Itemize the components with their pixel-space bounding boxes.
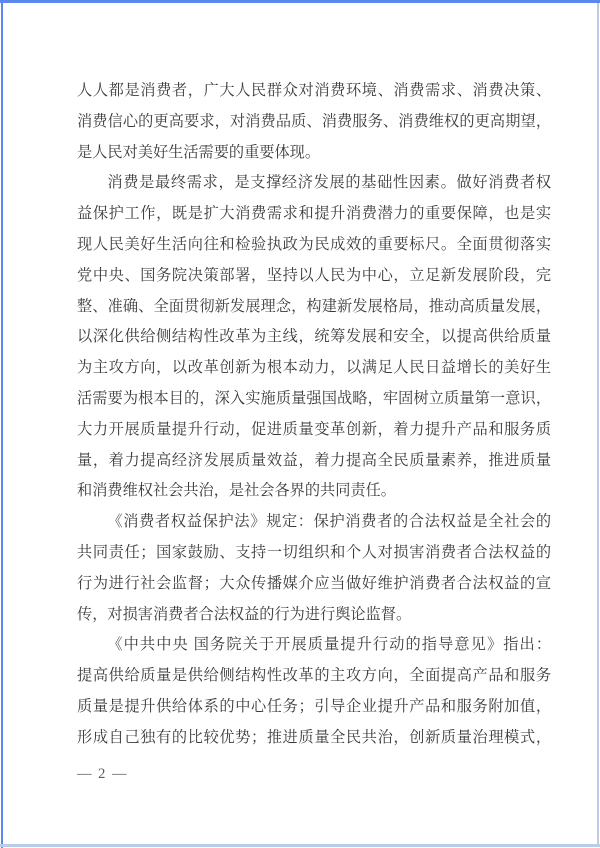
paragraph-4 bbox=[77, 630, 551, 753]
text-line: 人人都是消费者，广大人民群众对消费环境、消费需求、消费决策、 bbox=[77, 82, 551, 99]
text-line: 现人民美好生活向往和检验执政为民成效的重要标尺。全面贯彻落实 bbox=[77, 235, 551, 253]
text-line: 大力开展质量提升行动，促进质量变革创新，着力提升产品和服务质 bbox=[77, 420, 551, 438]
text-line: 形成自己独有的比较优势；推进质量全民共治，创新质量治理模式， bbox=[77, 728, 551, 746]
text-line: 为主攻方向，以改革创新为根本动力，以满足人民日益增长的美好生 bbox=[77, 359, 551, 377]
text-line: 行为进行社会监督；大众传播媒介应当做好维护消费者合法权益的宣 bbox=[77, 574, 551, 592]
text-line: 《中共中央 国务院关于开展质量提升行动的指导意见》指出： bbox=[107, 636, 551, 654]
text-line: 消费是最终需求，是支撑经济发展的基础性因素。做好消费者权 bbox=[107, 174, 551, 192]
text-line: 活需要为根本目的，深入实施质量强国战略，牢固树立质量第一意识， bbox=[77, 389, 551, 407]
text-line: 共同责任；国家鼓励、支持一切组织和个人对损害消费者合法权益的 bbox=[77, 543, 551, 561]
text-line: 消费信心的更高要求，对消费品质、消费服务、消费维权的更高期望， bbox=[77, 112, 551, 130]
text-line: 《消费者权益保护法》规定：保护消费者的合法权益是全社会的 bbox=[107, 513, 551, 531]
text-line: 传，对损害消费者合法权益的行为进行舆论监督。 bbox=[77, 605, 412, 623]
text-line: 以深化供给侧结构性改革为主线，统筹发展和安全，以提高供给质量 bbox=[77, 328, 551, 346]
paragraph-3 bbox=[77, 507, 551, 630]
page-border-right bbox=[597, 3, 599, 847]
paragraph-1 bbox=[77, 76, 551, 168]
page-number: — 2 — bbox=[77, 766, 128, 782]
page-border-left bbox=[1, 0, 3, 848]
text-line: 和消费维权社会共治，是社会各界的共同责任。 bbox=[77, 482, 396, 500]
page-border-top bbox=[0, 0, 600, 3]
text-line: 党中央、国务院决策部署，坚持以人民为中心，立足新发展阶段，完 bbox=[77, 266, 551, 284]
text-line: 整、准确、全面贯彻新发展理念，构建新发展格局，推动高质量发展， bbox=[77, 297, 551, 315]
text-line: 益保护工作，既是扩大消费需求和提升消费潜力的重要保障，也是实 bbox=[77, 205, 551, 223]
text-line: 提高供给质量是供给侧结构性改革的主攻方向，全面提高产品和服务 bbox=[77, 667, 551, 685]
text-line: 量，着力提高经济发展质量效益，着力提高全民质量素养，推进质量 bbox=[77, 451, 551, 469]
text-line: 质量是提升供给体系的中心任务；引导企业提升产品和服务附加值， bbox=[77, 697, 551, 715]
page-body bbox=[77, 76, 551, 754]
paragraph-2 bbox=[77, 168, 551, 507]
text-line: 是人民对美好生活需要的重要体现。 bbox=[77, 143, 320, 161]
page-border-bottom bbox=[0, 844, 600, 847]
